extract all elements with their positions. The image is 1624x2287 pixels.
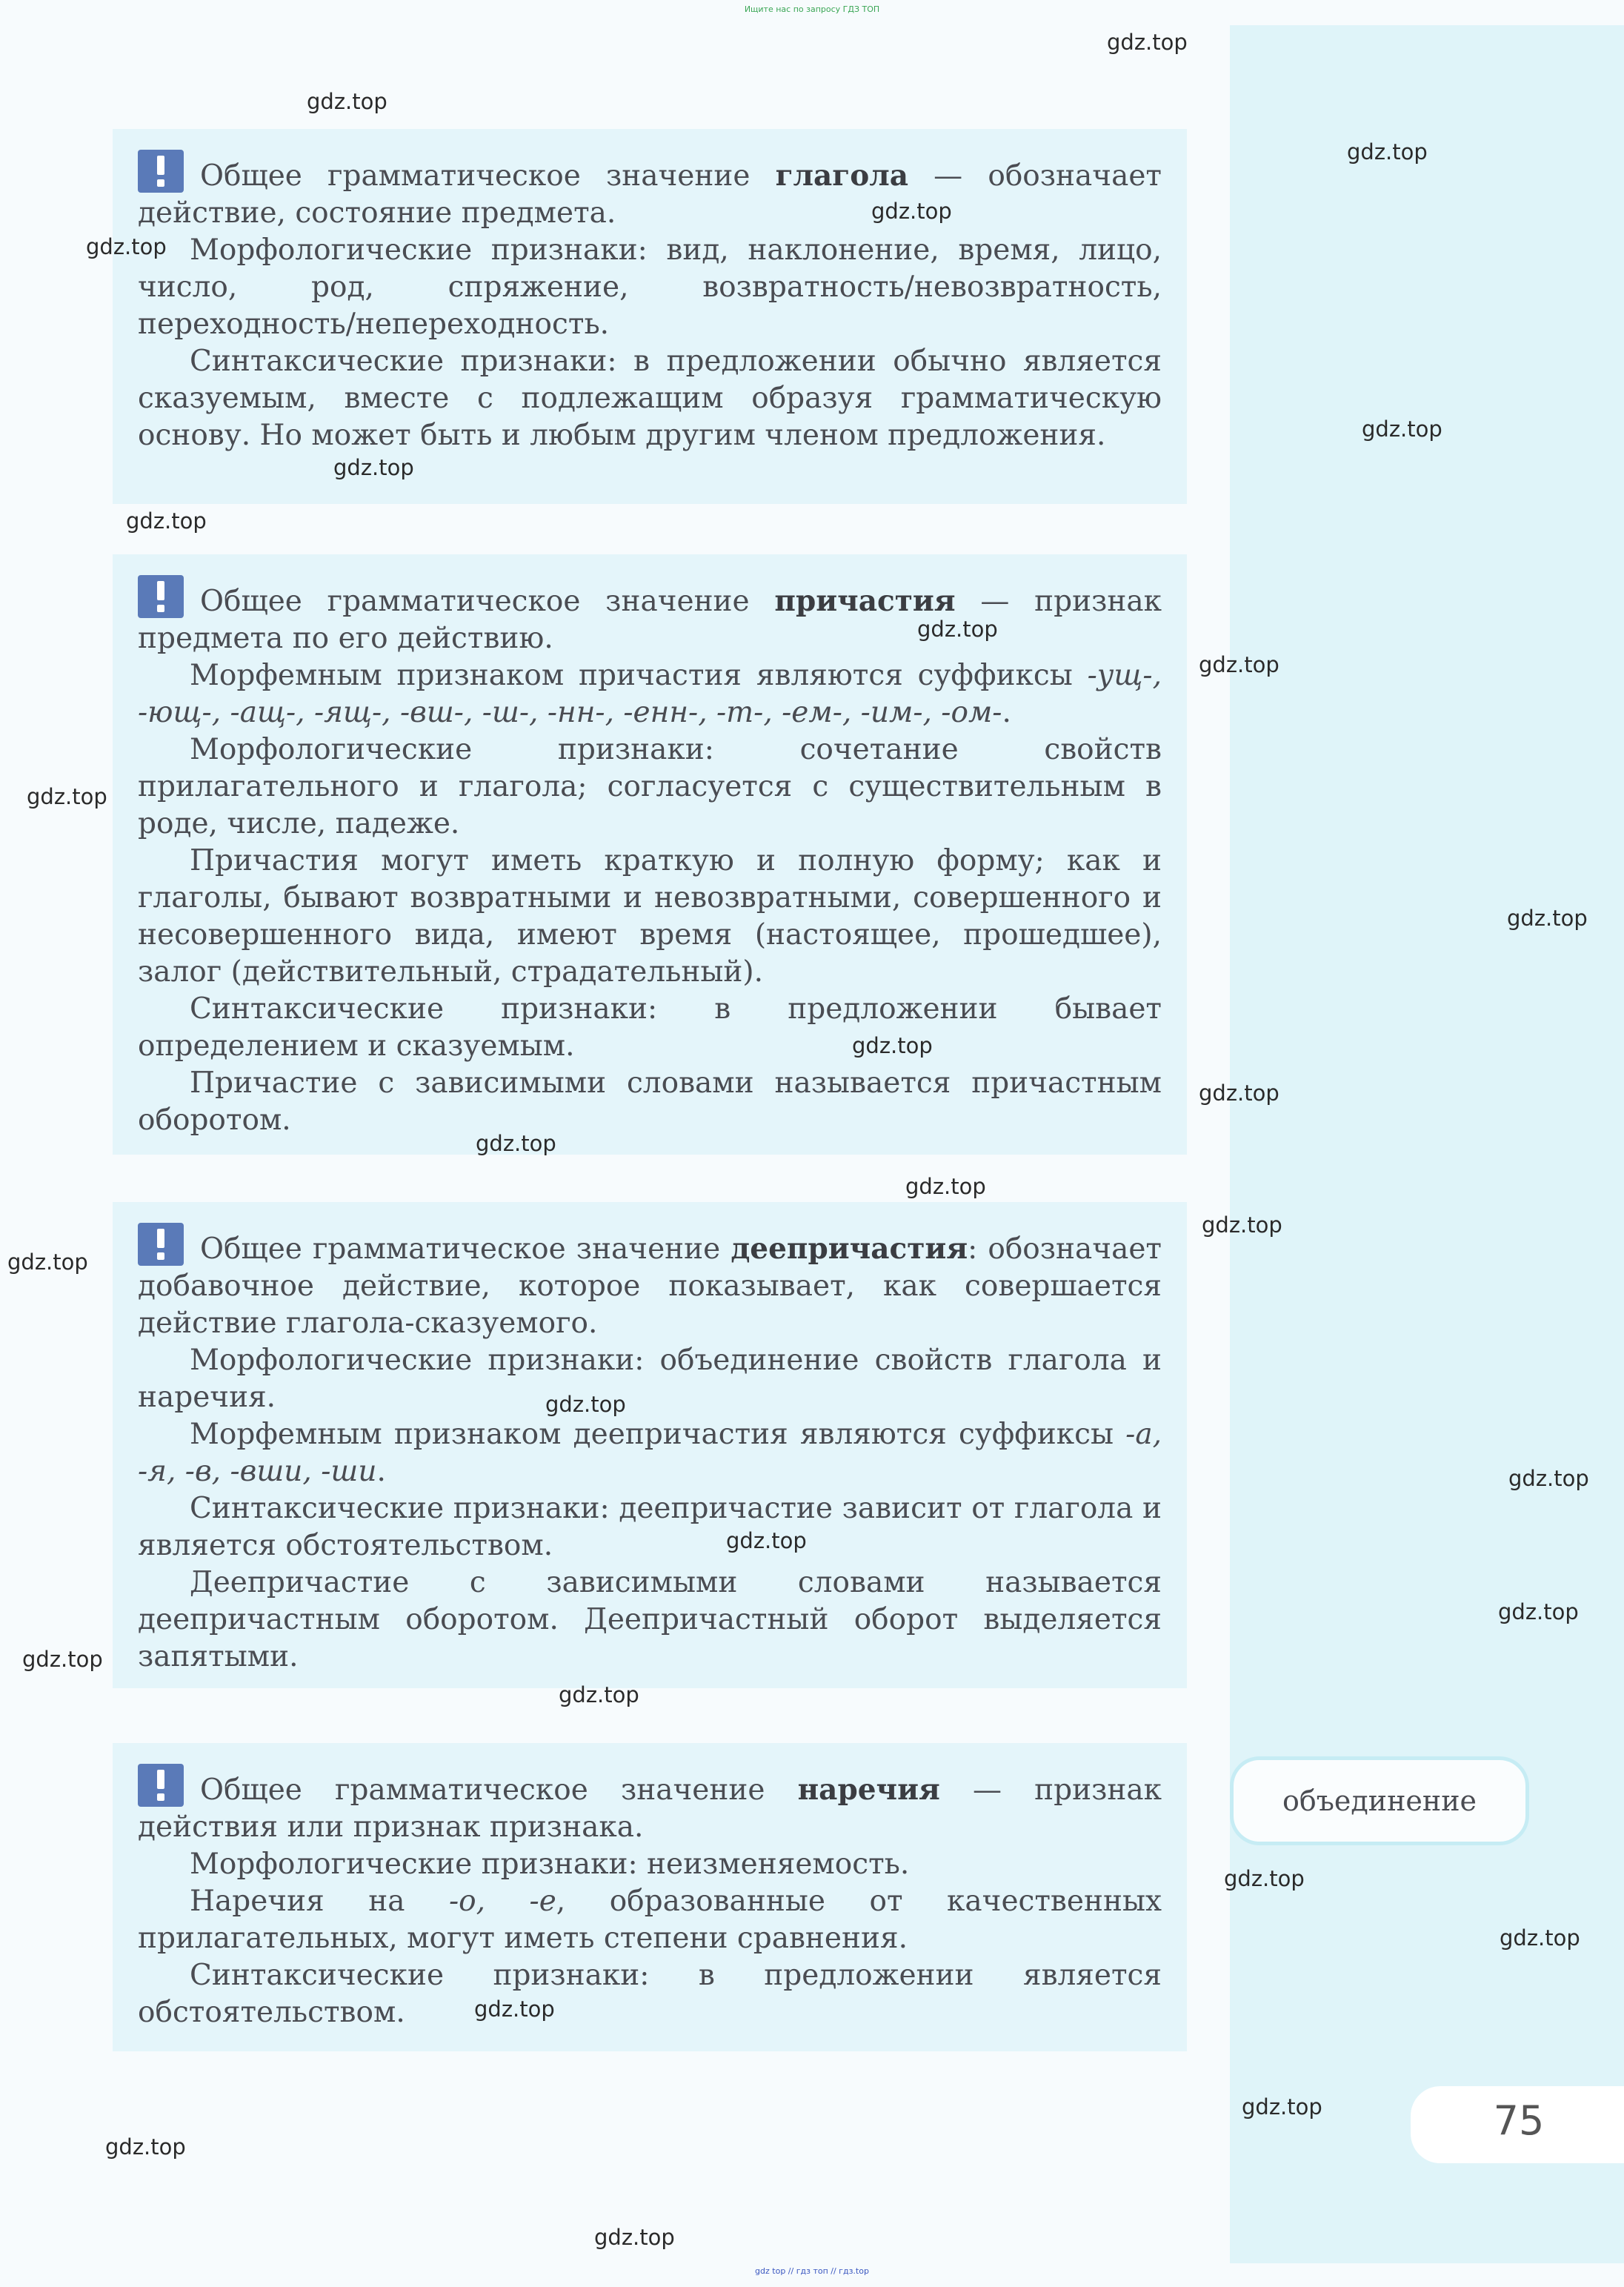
lead-text: Общее грамматическое значение	[200, 159, 776, 193]
watermark: gdz.top	[126, 508, 207, 534]
watermark: gdz.top	[917, 617, 998, 642]
watermark: gdz.top	[726, 1528, 807, 1553]
adverb-paragraph	[138, 1883, 1162, 1957]
lead-text: — обозначает действие, состояние предмета.	[138, 159, 1162, 230]
exclamation-icon	[138, 1223, 184, 1266]
watermark: gdz.top	[871, 199, 952, 224]
paragraph: Причастие с зависимыми словами называется причастным оборотом.	[138, 1066, 1162, 1137]
suffix-list: -ущ-, -ющ-, -ащ-, -ящ-, -вш-, -ш-, -нн-, -енн-, -т-, -ем-, -им-, -ом-	[138, 659, 1162, 729]
margin-word-chip: объединение	[1230, 1756, 1529, 1845]
adverb-rest: , образованные от качественных прилагательных, могут иметь степени сравнения.	[138, 1885, 1162, 1955]
adverb-suffixes: -о, -е	[448, 1885, 556, 1918]
exclamation-icon	[138, 575, 184, 618]
suffix-paragraph	[138, 657, 1162, 731]
watermark: gdz.top	[1242, 2094, 1322, 2120]
watermark: gdz.top	[1508, 1466, 1589, 1491]
paragraph: Синтаксические признаки: в предложении бывает определением и сказуемым.	[138, 992, 1162, 1063]
watermark: gdz.top	[1347, 139, 1428, 165]
watermark: gdz.top	[1500, 1925, 1580, 1951]
definition	[138, 1764, 1162, 1846]
watermark: gdz.top	[22, 1647, 103, 1672]
term: деепричастия	[731, 1232, 968, 1266]
rule-box-adverb	[113, 1743, 1187, 2051]
definition	[138, 1223, 1162, 1342]
top-search-note: Ищите нас по запросу ГДЗ ТОП	[744, 4, 880, 14]
lead-text: — признак действия или признак признака.	[138, 1773, 1162, 1844]
term: наречия	[797, 1773, 940, 1807]
paragraph: Морфологические признаки: вид, наклонение, время, лицо, число, род, спряжение, возвратность/невозвратность, переходность/непереходность.	[138, 233, 1162, 341]
term: глагола	[775, 159, 908, 193]
suffix-list: -а, -я, -в, -вши, -ши	[138, 1418, 1162, 1488]
bottom-note: gdz top // гдз топ // гдз.top	[755, 2266, 869, 2276]
paragraph: Морфологические признаки: объединение свойств глагола и наречия.	[138, 1344, 1162, 1414]
watermark: gdz.top	[1107, 30, 1188, 55]
watermark: gdz.top	[105, 2134, 186, 2160]
lead-text: : обозначает добавочное действие, которое показывает, как совершается действие глагола-сказуемого.	[138, 1232, 1162, 1340]
adverb-intro: Наречия на	[190, 1885, 449, 1918]
rule-box-verb	[113, 129, 1187, 504]
exclamation-icon	[138, 1764, 184, 1807]
watermark: gdz.top	[307, 89, 387, 114]
lead-text: Общее грамматическое значение	[200, 1232, 731, 1266]
watermark: gdz.top	[1199, 1081, 1279, 1106]
suffix-paragraph	[138, 1416, 1162, 1490]
paragraph: Морфологические признаки: неизменяемость.	[190, 1848, 910, 1881]
watermark: gdz.top	[559, 1682, 639, 1707]
watermark: gdz.top	[333, 455, 414, 480]
watermark: gdz.top	[1507, 906, 1588, 931]
paragraph: Синтаксические признаки: в предложении обычно является сказуемым, вместе с подлежащим образуя грамматическую основу. Но может быть и любым другим членом предложения.	[138, 345, 1162, 452]
watermark: gdz.top	[1498, 1599, 1579, 1624]
watermark: gdz.top	[27, 784, 107, 809]
suffix-intro: Морфемным признаком деепричастия являются суффиксы	[190, 1418, 1126, 1451]
rule-box-participle	[113, 554, 1187, 1155]
paragraph: Синтаксические признаки: в предложении является обстоятельством.	[138, 1959, 1162, 2029]
suffix-end: .	[376, 1455, 386, 1488]
paragraph: Деепричастие с зависимыми словами называется деепричастным оборотом. Деепричастный оборот выделяется запятыми.	[138, 1566, 1162, 1673]
lead-text: Общее грамматическое значение	[200, 1773, 798, 1807]
watermark: gdz.top	[545, 1392, 626, 1417]
definition	[138, 575, 1162, 657]
lead-text: — признак предмета по его действию.	[138, 585, 1162, 655]
watermark: gdz.top	[7, 1249, 88, 1275]
suffix-end: .	[1002, 696, 1011, 729]
watermark: gdz.top	[1224, 1866, 1305, 1891]
watermark: gdz.top	[594, 2225, 675, 2250]
watermark: gdz.top	[852, 1033, 933, 1058]
watermark: gdz.top	[1362, 416, 1442, 442]
suffix-intro: Морфемным признаком причастия являются суффиксы	[190, 659, 1088, 692]
watermark: gdz.top	[1202, 1212, 1282, 1238]
watermark: gdz.top	[1199, 652, 1279, 677]
exclamation-icon	[138, 150, 184, 193]
definition	[138, 150, 1162, 232]
watermark: gdz.top	[86, 234, 167, 259]
paragraph: Морфологические признаки: сочетание свойств прилагательного и глагола; согласуется с существительным в роде, числе, падеже.	[138, 733, 1162, 840]
paragraph: Синтаксические признаки: деепричастие зависит от глагола и является обстоятельством.	[138, 1492, 1162, 1562]
watermark: gdz.top	[476, 1131, 556, 1156]
paragraph: Причастия могут иметь краткую и полную форму; как и глаголы, бывают возвратными и невозвратными, совершенного и несовершенного вида, имеют время (настоящее, прошедшее), залог (действительный, страдательный).	[138, 844, 1162, 989]
watermark: gdz.top	[474, 1996, 555, 2022]
page-number: 75	[1493, 2097, 1545, 2144]
lead-text: Общее грамматическое значение	[200, 585, 775, 618]
rule-box-gerund	[113, 1202, 1187, 1688]
watermark: gdz.top	[905, 1174, 986, 1199]
term: причастия	[774, 584, 956, 618]
